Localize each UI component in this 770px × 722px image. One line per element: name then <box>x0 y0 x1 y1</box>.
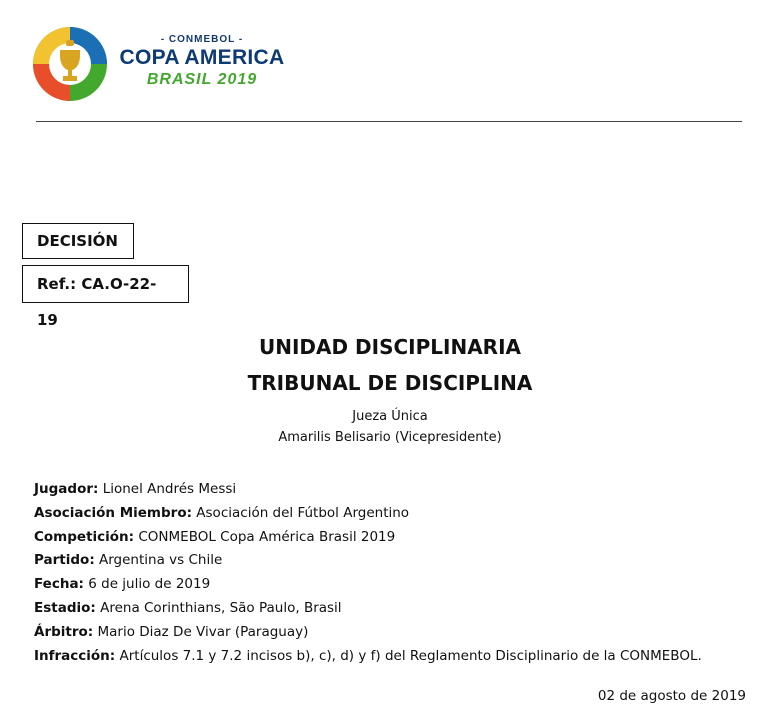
detail-label: Asociación Miembro: <box>34 504 192 521</box>
detail-row-date <box>34 573 702 597</box>
logo-conmebol-text: - CONMEBOL - <box>160 34 244 45</box>
logo-brasil-text: BRASIL 2019 <box>146 71 258 88</box>
detail-value: Mario Diaz De Vivar (Paraguay) <box>93 623 309 640</box>
tribunal-heading: TRIBUNAL DE DISCIPLINA <box>247 371 533 395</box>
detail-label: Partido: <box>34 552 95 569</box>
detail-label: Fecha: <box>34 576 84 593</box>
detail-row-stadium <box>34 597 702 621</box>
detail-label: Árbitro: <box>34 623 94 640</box>
detail-value: 6 de julio de 2019 <box>83 576 211 593</box>
case-details <box>34 478 702 668</box>
detail-row-infraction <box>34 645 702 669</box>
detail-row-player <box>34 478 702 502</box>
judge-name: Amarilis Belisario (Vicepresidente) <box>278 430 502 445</box>
detail-label: Estadio: <box>34 599 96 616</box>
trophy-emblem-icon <box>30 20 110 104</box>
detail-value: Asociación del Fútbol Argentino <box>192 504 410 521</box>
detail-value: Argentina vs Chile <box>94 552 223 569</box>
detail-row-referee <box>34 621 702 645</box>
detail-row-match <box>34 549 702 573</box>
unit-heading: UNIDAD DISCIPLINARIA <box>258 335 521 359</box>
detail-row-competition <box>34 526 702 550</box>
detail-row-association <box>34 502 702 526</box>
detail-value: Artículos 7.1 y 7.2 incisos b), c), d) y f) del Reglamento Disciplinario de la CONMEBOL. <box>115 647 702 664</box>
detail-label: Infracción: <box>34 647 116 664</box>
detail-value: Arena Corinthians, São Paulo, Brasil <box>95 599 342 616</box>
detail-value: Lionel Andrés Messi <box>98 481 237 497</box>
judge-role: Jueza Única <box>352 409 428 424</box>
reference-box: Ref.: CA.O-22-19 <box>22 265 189 303</box>
detail-label: Competición: <box>34 528 135 545</box>
copa-america-logo <box>30 20 290 110</box>
document-date: 02 de agosto de 2019 <box>597 688 746 704</box>
detail-value: CONMEBOL Copa América Brasil 2019 <box>134 528 396 545</box>
detail-label: Jugador: <box>34 481 99 497</box>
header-divider <box>36 121 742 122</box>
decision-label-box: DECISIÓN <box>22 223 134 259</box>
logo-copa-america-text: COPA AMERICA <box>119 46 285 69</box>
